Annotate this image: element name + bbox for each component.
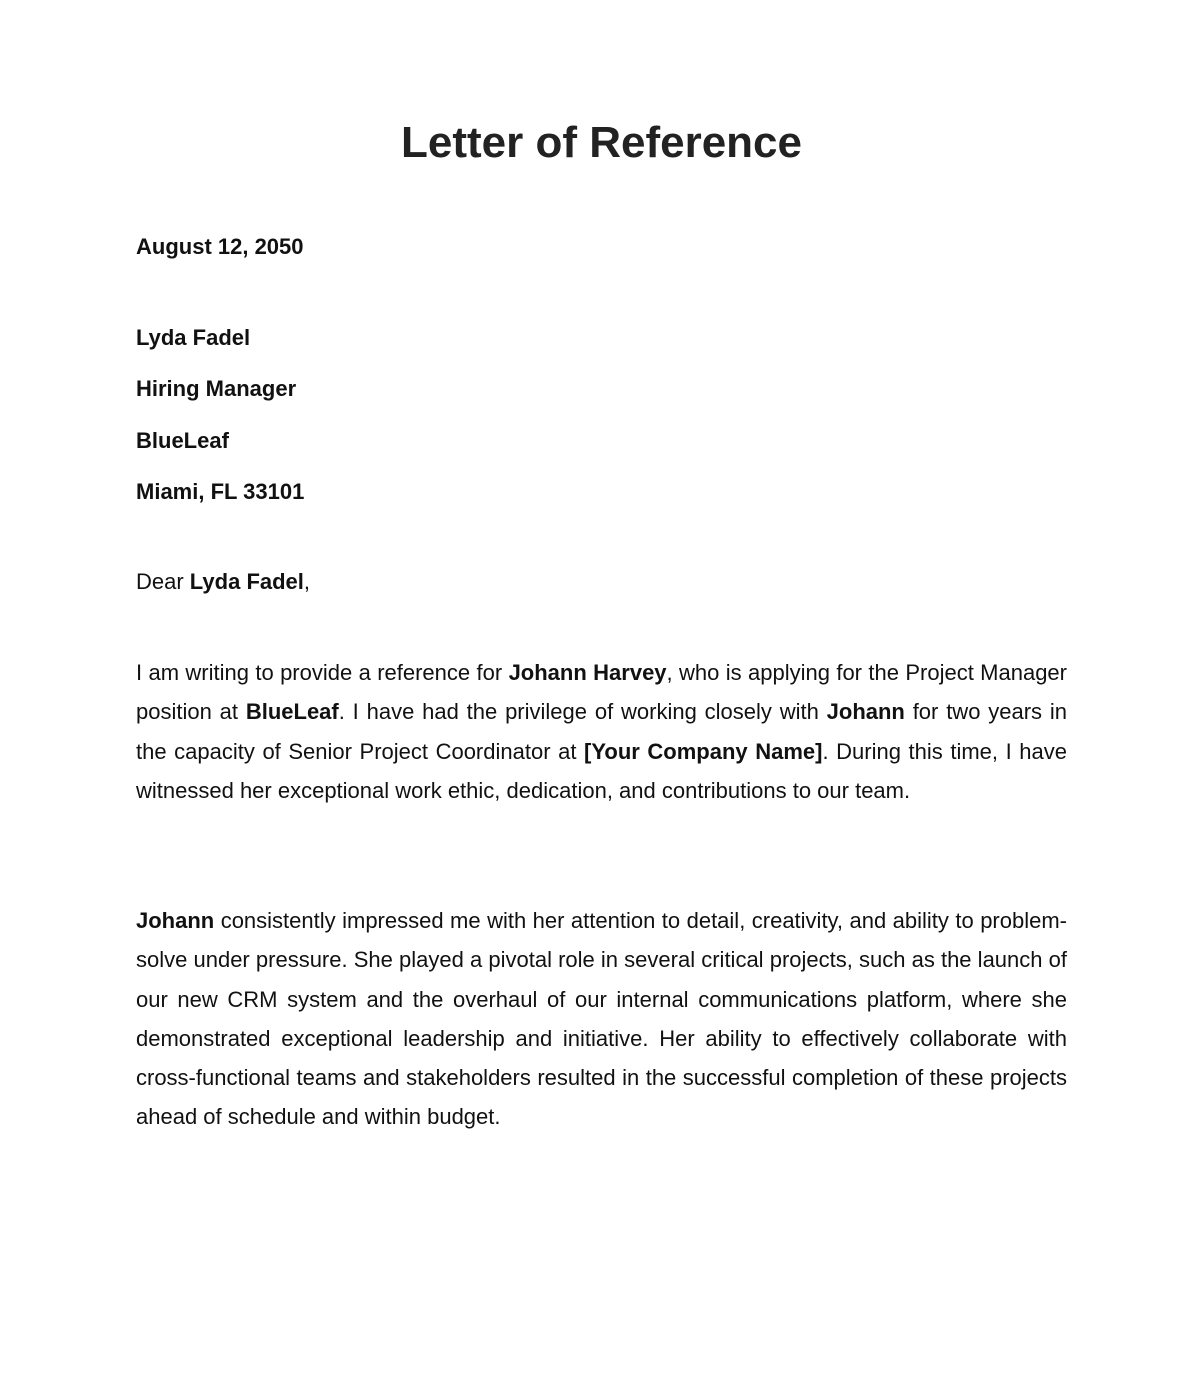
p1-candidate-name: Johann Harvey <box>508 660 667 685</box>
p1-company-name: BlueLeaf <box>245 699 339 725</box>
body-paragraph-1 <box>136 653 1067 810</box>
p1-text-5: . During this time, I have witnessed her exceptional work ethic, dedication, and contributions to our team. <box>136 738 1067 803</box>
recipient-name: Lyda Fadel <box>136 325 251 350</box>
p1-text-4: for two years in the capacity of Senior Project Coordinator at <box>136 699 1067 764</box>
recipient-city-state-zip: Miami, FL 33101 <box>136 478 305 504</box>
p2-text-1: consistently impressed me with her attention to detail, creativity, and ability to problem-solve under pressure. She played a pivotal role in several critical projects, such as the launch of our new CRM system and the overhaul of our internal communications platform, where she demonstrated exceptional leadership and initiative. Her ability to effectively collaborate with cross-functional teams and stakeholders resulted in the successful completion of these projects ahead of schedule and within budget. <box>136 908 1067 1130</box>
salutation-suffix: , <box>303 569 311 594</box>
letter-title: Letter of Reference <box>400 118 802 167</box>
p1-text-2: , who is applying for the Project Manager position at <box>136 660 1067 725</box>
p1-candidate-first-name: Johann <box>826 699 905 725</box>
p1-your-company-placeholder: [Your Company Name] <box>584 738 823 764</box>
p1-text-3: . I have had the privilege of working closely with <box>338 699 827 725</box>
letter-date: August 12, 2050 <box>136 234 304 259</box>
recipient-company: BlueLeaf <box>136 427 229 453</box>
recipient-position: Hiring Manager <box>136 376 297 402</box>
salutation-prefix: Dear <box>136 569 190 594</box>
salutation-name: Lyda Fadel <box>189 569 304 594</box>
recipient-address <box>136 323 304 528</box>
salutation <box>136 567 310 597</box>
p2-candidate-first-name: Johann <box>136 908 215 933</box>
body-paragraph-2 <box>136 901 1067 1137</box>
p1-text-1: I am writing to provide a reference for <box>136 660 509 685</box>
